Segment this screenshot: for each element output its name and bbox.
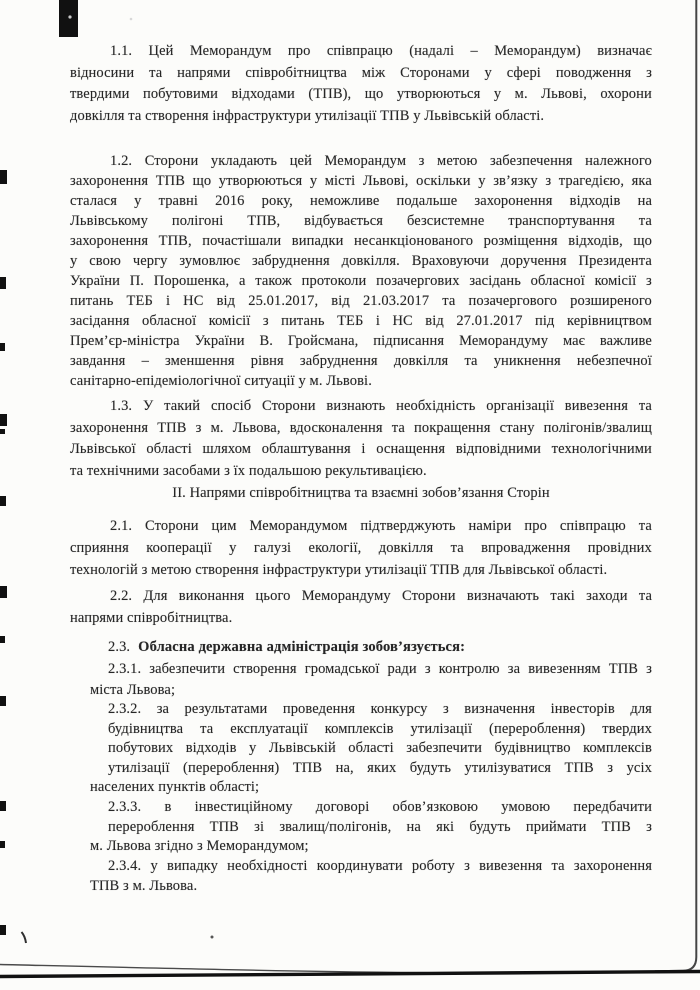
text-line: захоронення ТПВ, почастішали випадки несанкціонованого розміщення відходів, що (70, 233, 652, 249)
text-line: сталася у травні 2016 року, неможливе подальше захоронення відходів на (70, 193, 652, 209)
text-line: технологій з метою створення інфраструктури утилізації ТПВ для Львівської області. (70, 562, 608, 578)
paragraph-1-1 (70, 41, 652, 127)
text-line: 2.2. Для виконання цього Меморандуму Сторони визначають такі заходи та (110, 588, 652, 604)
text-line: у свою чергу зумовлює забруднення довкілля. Враховуючи доручення Президента (70, 253, 652, 269)
text-line: 2.3.2. за результатами проведення конкурсу з визначення інвесторів для (108, 701, 652, 717)
text-line: ІІ. Напрями співробітництва та взаємні зобов’язання Сторін (172, 485, 550, 501)
paragraph-number: 2.3. (108, 639, 131, 655)
text-line: та технічними засобами з їх подальшою рекультивацією. (70, 462, 427, 479)
text-line: ТПВ з м. Львова. (90, 878, 198, 894)
text-line: завдання – зменшення рівня забруднення довкілля та уникнення небезпечної (70, 353, 652, 369)
paragraph-2-3-3 (90, 798, 652, 857)
text-line: побутових відходів у Львівській області забезпечити будівництво комплексів (108, 740, 652, 757)
paragraph-1-2 (70, 151, 652, 391)
text-line: захоронення ТПВ що утворюються у місті Львові, оскільки у зв’язку з трагедією, яка (70, 173, 652, 189)
text-line: відносини та напрями співробітництва між Сторонами у сфері поводження з (70, 64, 652, 81)
paragraph-1-3 (70, 396, 652, 482)
text-line: довкілля та створення інфраструктури утилізації ТПВ у Львівській області. (70, 107, 545, 124)
text-line: санітарно-епідеміологічної ситуації у м. Львові. (70, 373, 372, 389)
text-line: 1.2. Сторони укладають цей Меморандум з метою забезпечення належного (110, 153, 652, 169)
text-line: утилізації (перероблення) ТПВ на, яких будуть утилізуватися ТПВ з усіх (108, 759, 652, 776)
text-line: 1.3. У такий спосіб Сторони визнають необхідність організації вивезення та (110, 398, 652, 414)
text-line: Прем’єр-міністра України В. Гройсмана, підписання Меморандуму має важливе (70, 333, 652, 349)
paragraph-2-3-4 (90, 856, 652, 896)
text-line: захоронення ТПВ з м. Львова, вдосконалення та покращення стану полігонів/звалищ (70, 419, 652, 436)
text-line: сприяння кооперації у галузі екології, довкілля та впровадження провідних (70, 540, 652, 556)
text-line: 2.1. Сторони цим Меморандумом підтверджують наміри про співпрацю та (110, 518, 652, 534)
text-line: напрями співробітництва. (70, 609, 233, 626)
paragraph-2-1 (70, 515, 652, 581)
bold-heading-text: Обласна державна адміністрація зобов’язується: (138, 639, 466, 655)
section-heading-2 (70, 483, 652, 504)
text-line: України П. Порошенка, а також протоколи позачергових засідань обласної комісії з (70, 273, 652, 289)
text-line: Львівському полігоні ТПВ, відбувається безсистемне транспортування та (70, 213, 652, 229)
text-line (90, 637, 652, 658)
paragraph-2-2 (70, 586, 652, 629)
text-line: м. Львова згідно з Меморандумом; (90, 838, 309, 854)
text-line: 2.3.1. забезпечити створення громадської ради з контролю за вивезенням ТПВ з (108, 661, 652, 677)
text-line: міста Львова; (90, 681, 176, 698)
text-line: засідання обласної комісії з питань ТЕБ і НС від 27.01.2017 під керівництвом (70, 313, 652, 329)
text-line: 2.3.4. у випадку необхідності координувати роботу з вивезення та захоронення (108, 858, 652, 874)
paragraph-2-3-2 (90, 700, 652, 798)
text-line: питань ТЕБ і НС від 25.01.2017, від 21.03.2017 та позачергового розширеного (70, 293, 652, 309)
text-line: Львівської області шляхом облаштування і оснащення відповідними технологічними (70, 441, 652, 457)
text-line: перероблення ТПВ зі звалищ/полігонів, на які будуть приймати ТПВ з (108, 818, 652, 835)
text-line: населених пунктів області; (90, 779, 260, 796)
paragraph-2-3-heading (90, 637, 652, 658)
text-line: 1.1. Цей Меморандум про співпрацю (надалі – Меморандум) визначає (110, 43, 652, 59)
text-line: будівництва та експлуатації комплексів утилізації (перероблення) твердих (108, 720, 652, 737)
text-line: 2.3.3. в інвестиційному договорі обов’язковою умовою передбачити (108, 799, 652, 815)
paragraph-2-3-1 (90, 659, 652, 700)
text-line: твердими побутовими відходами (ТПВ), що утворюються у м. Львові, охорони (70, 86, 652, 102)
